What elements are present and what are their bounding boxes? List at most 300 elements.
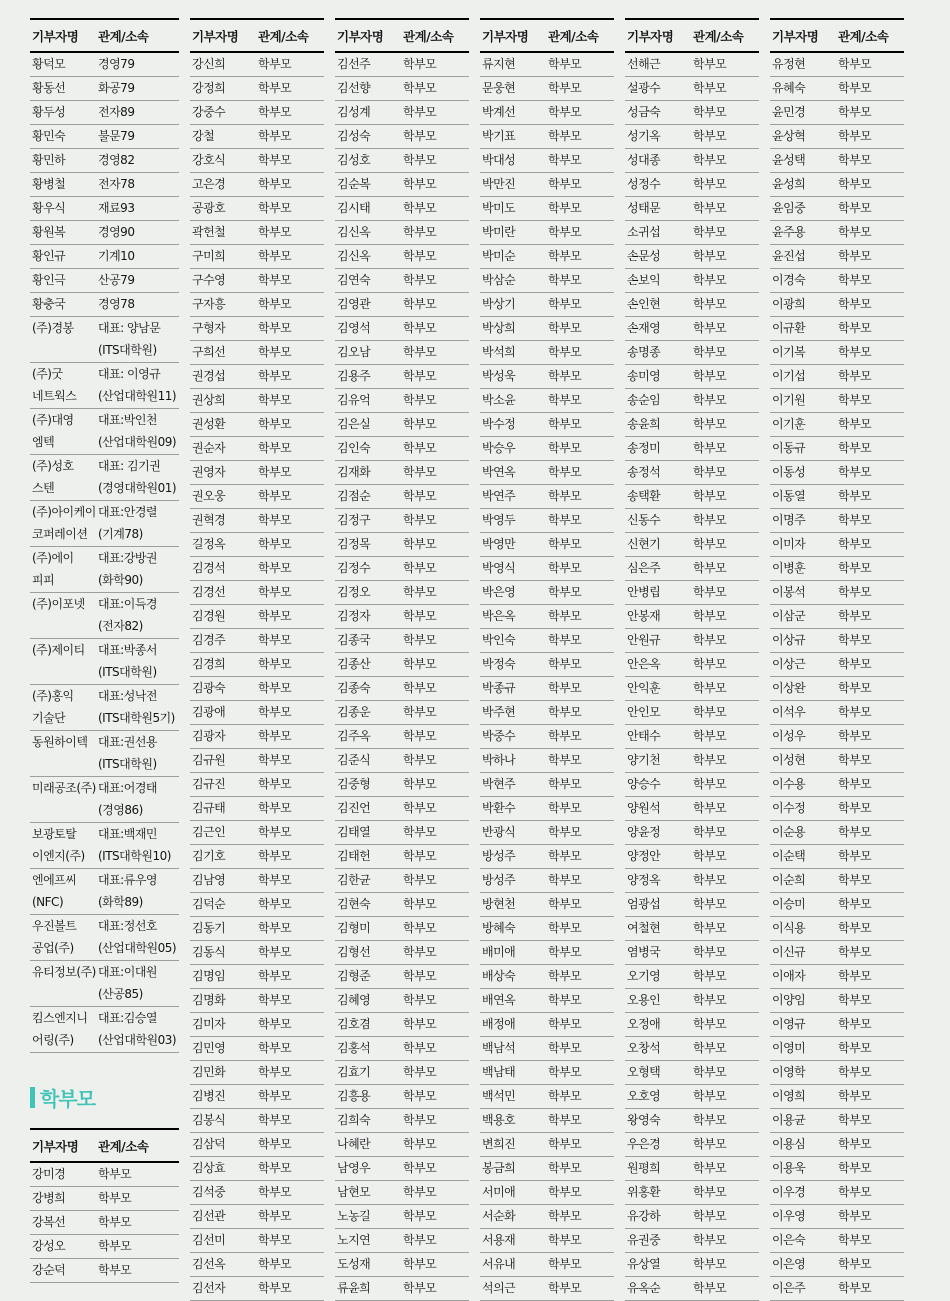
table-row-line	[772, 849, 904, 864]
table-row	[190, 1229, 324, 1253]
table-row-line	[192, 513, 324, 528]
donor-relation: 학부모	[258, 969, 292, 983]
table-row-line	[482, 945, 614, 960]
table-row	[480, 101, 614, 125]
table-row-line	[482, 1065, 614, 1080]
donor-relation: 학부모	[548, 201, 582, 215]
donor-relation: 학부모	[548, 1113, 582, 1127]
table-row-line	[627, 1161, 759, 1176]
donor-name: 안원규	[627, 633, 661, 647]
table-row	[770, 125, 904, 149]
donor-name: 방성주	[482, 873, 516, 887]
donor-relation: 학부모	[258, 681, 292, 695]
table-row-line	[337, 393, 469, 408]
donor-relation: 학부모	[403, 1257, 437, 1271]
table-row-line	[192, 249, 324, 264]
table-row-line	[627, 921, 759, 936]
donor-relation: 학부모	[693, 153, 727, 167]
donor-name: 박정숙	[482, 657, 516, 671]
table-row	[190, 749, 324, 773]
donor-relation: 학부모	[693, 921, 727, 935]
table-row	[480, 1229, 614, 1253]
table-row-line	[337, 537, 469, 552]
table-row	[770, 293, 904, 317]
donor-name: 김선옥	[192, 1257, 226, 1271]
donor-relation: 학부모	[548, 969, 582, 983]
donor-relation: 학부모	[838, 921, 872, 935]
donor-relation: 학부모	[258, 609, 292, 623]
table-row	[770, 653, 904, 677]
table-row-line	[192, 945, 324, 960]
table-row-line	[192, 1137, 324, 1152]
donor-relation: 학부모	[548, 585, 582, 599]
donor-name: 김선관	[192, 1209, 226, 1223]
donor-name: 노농길	[337, 1209, 371, 1223]
donor-name: 서미애	[482, 1185, 516, 1199]
table-row-line	[192, 201, 324, 216]
donor-relation: 학부모	[258, 585, 292, 599]
donor-name: 이용균	[772, 1113, 806, 1127]
donor-name: 백남태	[482, 1065, 516, 1079]
donor-name: 킴스엔지니	[32, 1011, 88, 1025]
donor-relation: 학부모	[258, 825, 292, 839]
donor-relation: 학부모	[258, 1113, 292, 1127]
donor-name: 백용호	[482, 1113, 516, 1127]
donor-relation: 학부모	[693, 465, 727, 479]
table-row-line	[772, 657, 904, 672]
table-row-line	[192, 369, 324, 384]
donor-name: 이미자	[772, 537, 806, 551]
table-row-line	[482, 993, 614, 1008]
donor-relation: 학부모	[693, 729, 727, 743]
table-row-line	[337, 873, 469, 888]
donor-name: 송정석	[627, 465, 661, 479]
donor-relation: 학부모	[693, 897, 727, 911]
donor-name: 황인극	[32, 273, 66, 287]
donor-name: 미래공조(주)	[32, 781, 96, 795]
column-header-relation: 관계/소속	[98, 29, 149, 44]
donor-name: 김형미	[337, 921, 371, 935]
donor-relation: 전자89	[98, 105, 135, 119]
donor-relation: 학부모	[693, 1161, 727, 1175]
table-row	[625, 797, 759, 821]
table-row-line	[192, 609, 324, 624]
donor-name: 구자흥	[192, 297, 226, 311]
table-row-line	[482, 321, 614, 336]
table-row-line	[772, 729, 904, 744]
donor-name: 김용주	[337, 369, 371, 383]
table-row-line	[627, 1209, 759, 1224]
donor-name: 이수정	[772, 801, 806, 815]
donor-name: 김홍석	[337, 1041, 371, 1055]
table-row-line	[772, 1137, 904, 1152]
table-row	[770, 149, 904, 173]
donor-name: 박상희	[482, 321, 516, 335]
donor-relation: 학부모	[548, 633, 582, 647]
table-row-line	[627, 1113, 759, 1128]
table-row-line	[192, 1089, 324, 1104]
table-row	[480, 1133, 614, 1157]
table-row-line	[627, 129, 759, 144]
column-header-donor-name: 기부자명	[482, 29, 529, 44]
donor-relation: 학부모	[693, 201, 727, 215]
table-row	[480, 293, 614, 317]
donor-relation: 학부모	[403, 897, 437, 911]
table-row-line	[627, 273, 759, 288]
table-row-line	[482, 873, 614, 888]
table-row-line	[482, 273, 614, 288]
donor-name: 김연숙	[337, 273, 371, 287]
table-row	[335, 605, 469, 629]
donor-name: 보광토탈	[32, 827, 77, 841]
donor-name: 이명주	[772, 513, 806, 527]
table-row-line	[482, 153, 614, 168]
donor-relation: 학부모	[403, 585, 437, 599]
table-row-line	[192, 57, 324, 72]
table-row-line	[32, 459, 179, 474]
donor-name: (주)아이케이	[32, 505, 96, 519]
table-row-line	[482, 969, 614, 984]
table-row	[190, 125, 324, 149]
table-row-line	[772, 1017, 904, 1032]
donor-name: 오기영	[627, 969, 661, 983]
donor-relation: 학부모	[258, 1137, 292, 1151]
donor-relation: 학부모	[838, 705, 872, 719]
donor-name: 구형자	[192, 321, 226, 335]
table-row	[770, 605, 904, 629]
donor-relation: 학부모	[838, 609, 872, 623]
table-row	[190, 413, 324, 437]
donor-relation: 학부모	[548, 1209, 582, 1223]
table-row	[335, 1061, 469, 1085]
table-row	[190, 869, 324, 893]
donor-relation: 학부모	[548, 993, 582, 1007]
table-row-line	[482, 1113, 614, 1128]
donor-name: 왕영숙	[627, 1113, 661, 1127]
table-row	[30, 685, 179, 731]
donor-relation: 학부모	[838, 1137, 872, 1151]
table-row-line	[772, 1089, 904, 1104]
table-row	[625, 821, 759, 845]
donor-relation: 학부모	[693, 1209, 727, 1223]
table-row-line	[337, 825, 469, 840]
donor-name: 황두성	[32, 105, 66, 119]
table-row	[625, 629, 759, 653]
donor-relation: 학부모	[838, 561, 872, 575]
donor-relation: 학부모	[693, 993, 727, 1007]
table-row	[770, 509, 904, 533]
table-row-line	[627, 609, 759, 624]
donor-relation: 학부모	[548, 249, 582, 263]
table-row-line	[772, 1161, 904, 1176]
donor-name: 박상기	[482, 297, 516, 311]
table-row	[480, 581, 614, 605]
donor-name: 김병진	[192, 1089, 226, 1103]
table-row	[625, 437, 759, 461]
table-row-line	[482, 1185, 614, 1200]
table-row	[480, 173, 614, 197]
table-row	[770, 365, 904, 389]
donor-name: 김태열	[337, 825, 371, 839]
table-row	[770, 1061, 904, 1085]
donor-relation: 학부모	[838, 513, 872, 527]
donor-relation: 학부모	[548, 225, 582, 239]
donor-name: 김광자	[192, 729, 226, 743]
table-row-line	[32, 873, 179, 888]
table-row	[480, 653, 614, 677]
donor-name: 박성욱	[482, 369, 516, 383]
donor-name: 네트웍스	[32, 389, 77, 403]
donor-relation: 학부모	[693, 1281, 727, 1295]
donor-relation: 학부모	[403, 969, 437, 983]
table-row	[770, 413, 904, 437]
donor-name: (주)홍익	[32, 689, 74, 703]
donor-relation: 학부모	[693, 561, 727, 575]
donor-relation: 학부모	[838, 897, 872, 911]
table-row-line	[32, 735, 179, 750]
donor-name: 김은실	[337, 417, 371, 431]
table-row-line	[192, 1161, 324, 1176]
donor-name: 배정애	[482, 1017, 516, 1031]
table-row-line	[772, 921, 904, 936]
table-row-line	[192, 633, 324, 648]
table-row-line	[32, 435, 179, 450]
donor-relation: 학부모	[258, 225, 292, 239]
table-row	[30, 317, 179, 363]
donor-name: 김순복	[337, 177, 371, 191]
donor-name: 동원하이텍	[32, 735, 88, 749]
donor-relation: 학부모	[548, 1281, 582, 1295]
donor-name: 반광식	[482, 825, 516, 839]
table-row-line	[32, 129, 179, 144]
table-row-line	[192, 153, 324, 168]
donor-relation: 학부모	[838, 1113, 872, 1127]
donor-name: 김신옥	[337, 249, 371, 263]
table-row-line	[482, 1161, 614, 1176]
donor-relation: 전자78	[98, 177, 135, 191]
table-row-line	[627, 441, 759, 456]
donor-name: 강병희	[32, 1191, 66, 1205]
table-row-line	[32, 249, 179, 264]
table-row	[770, 869, 904, 893]
table-row-line	[627, 1281, 759, 1296]
donor-name: 이영미	[772, 1041, 806, 1055]
table-row-line	[772, 609, 904, 624]
table-row	[480, 221, 614, 245]
table-row-line	[482, 1041, 614, 1056]
table-row	[30, 409, 179, 455]
donor-name: 문웅현	[482, 81, 516, 95]
donor-relation: 학부모	[98, 1215, 132, 1229]
table-row	[625, 917, 759, 941]
table-row-line	[32, 177, 179, 192]
donor-name: 권상희	[192, 393, 226, 407]
table-row-line	[192, 1233, 324, 1248]
table-row	[480, 725, 614, 749]
table-row-line	[32, 1263, 179, 1278]
table-row	[770, 1133, 904, 1157]
table-row	[30, 1163, 179, 1187]
donor-relation: 학부모	[258, 57, 292, 71]
donor-name: 박석희	[482, 345, 516, 359]
table-row-line	[192, 825, 324, 840]
donor-relation: 학부모	[403, 465, 437, 479]
donor-name: 이영규	[772, 1017, 806, 1031]
table-row-line	[192, 849, 324, 864]
donor-relation: 학부모	[838, 321, 872, 335]
donor-name: 이상규	[772, 633, 806, 647]
table-row	[190, 389, 324, 413]
table-row	[625, 221, 759, 245]
table-row-line	[192, 129, 324, 144]
table-row-line	[337, 1089, 469, 1104]
table-row-line	[192, 441, 324, 456]
donor-relation: 학부모	[693, 1041, 727, 1055]
donor-name: 길정옥	[192, 537, 226, 551]
table-row-line	[337, 1113, 469, 1128]
donor-name: 양정안	[627, 849, 661, 863]
donor-name: 안병립	[627, 585, 661, 599]
donor-relation: 학부모	[258, 921, 292, 935]
donor-name: 김종숙	[337, 681, 371, 695]
donor-relation: 학부모	[548, 777, 582, 791]
table-row	[625, 101, 759, 125]
table-row	[190, 653, 324, 677]
table-row-line	[627, 1089, 759, 1104]
donor-name: 박승우	[482, 441, 516, 455]
donor-relation: 학부모	[838, 1257, 872, 1271]
table-row	[335, 317, 469, 341]
table-row	[335, 821, 469, 845]
donor-relation: 학부모	[403, 129, 437, 143]
table-row-line	[32, 597, 179, 612]
table-row	[335, 101, 469, 125]
donor-name: 유티정보(주)	[32, 965, 96, 979]
table-row-line	[482, 1017, 614, 1032]
table-row	[770, 797, 904, 821]
table-row	[335, 125, 469, 149]
table-row	[190, 317, 324, 341]
table-row	[480, 485, 614, 509]
table-row	[190, 101, 324, 125]
table-row	[770, 965, 904, 989]
donor-relation: 학부모	[403, 369, 437, 383]
table-row-line	[482, 489, 614, 504]
donor-relation: 학부모	[693, 321, 727, 335]
table-row-line	[32, 1033, 179, 1048]
table-row-line	[482, 897, 614, 912]
donor-relation: 학부모	[548, 1065, 582, 1079]
table-row-line	[337, 1065, 469, 1080]
donor-name: 김중형	[337, 777, 371, 791]
table-row-line	[772, 81, 904, 96]
donor-relation: 학부모	[838, 393, 872, 407]
donor-name: 백석민	[482, 1089, 516, 1103]
table-row	[480, 197, 614, 221]
table-row-line	[772, 417, 904, 432]
table-row-line	[32, 781, 179, 796]
column-header-donor-name: 기부자명	[337, 29, 384, 44]
table-row-line	[772, 873, 904, 888]
table-row	[770, 557, 904, 581]
table-row-line	[192, 297, 324, 312]
table-row	[480, 821, 614, 845]
donor-relation: 학부모	[838, 1185, 872, 1199]
table-row-line	[627, 1257, 759, 1272]
table-row-line	[192, 1209, 324, 1224]
table-row-line	[192, 225, 324, 240]
table-row	[335, 1253, 469, 1277]
donor-relation: 학부모	[403, 633, 437, 647]
table-row-line	[627, 873, 759, 888]
table-row-line	[337, 129, 469, 144]
table-row	[30, 293, 179, 317]
table-row-line	[627, 1041, 759, 1056]
donor-relation: (산공85)	[98, 987, 143, 1001]
table-row	[625, 197, 759, 221]
donor-name: 박종규	[482, 681, 516, 695]
table-row-line	[627, 969, 759, 984]
table-row-line	[482, 417, 614, 432]
donor-name: 안은옥	[627, 657, 661, 671]
table-row-line	[772, 57, 904, 72]
donor-name: 성태문	[627, 201, 661, 215]
donor-name: 권혁경	[192, 513, 226, 527]
table-row-line	[772, 105, 904, 120]
table-row	[30, 777, 179, 823]
table-row	[190, 773, 324, 797]
table-row-line	[337, 1017, 469, 1032]
donor-name: 이순희	[772, 873, 806, 887]
donor-name: 소귀섭	[627, 225, 661, 239]
table-row-line	[772, 1113, 904, 1128]
donor-relation: 학부모	[693, 753, 727, 767]
table-row-line	[337, 777, 469, 792]
donor-relation: (전자82)	[98, 619, 143, 633]
donor-relation: 학부모	[548, 177, 582, 191]
donor-relation: 학부모	[548, 945, 582, 959]
donor-relation: 학부모	[838, 825, 872, 839]
donor-relation: 학부모	[258, 849, 292, 863]
table-row-line	[192, 969, 324, 984]
donor-name: 이은영	[772, 1257, 806, 1271]
table-row-line	[482, 753, 614, 768]
table-row-line	[482, 441, 614, 456]
donor-name: 김주옥	[337, 729, 371, 743]
donor-table	[480, 18, 614, 1301]
donor-relation: 학부모	[838, 873, 872, 887]
donor-relation: 학부모	[258, 369, 292, 383]
table-row-line	[482, 537, 614, 552]
table-row-line	[482, 225, 614, 240]
table-row-line	[32, 389, 179, 404]
table-row-line	[192, 105, 324, 120]
donor-name: 오용인	[627, 993, 661, 1007]
column-header-donor-name: 기부자명	[627, 29, 674, 44]
table-row	[770, 221, 904, 245]
table-row-line	[772, 633, 904, 648]
donor-name: 오창석	[627, 1041, 661, 1055]
table-row-line	[772, 249, 904, 264]
table-row-line	[32, 573, 179, 588]
donor-name: 윤임중	[772, 201, 806, 215]
donor-name: 권성환	[192, 417, 226, 431]
donor-relation: 학부모	[548, 105, 582, 119]
donor-name: 권순자	[192, 441, 226, 455]
donor-relation: 학부모	[838, 297, 872, 311]
donor-column-2	[190, 18, 324, 1295]
table-row-line	[32, 919, 179, 934]
